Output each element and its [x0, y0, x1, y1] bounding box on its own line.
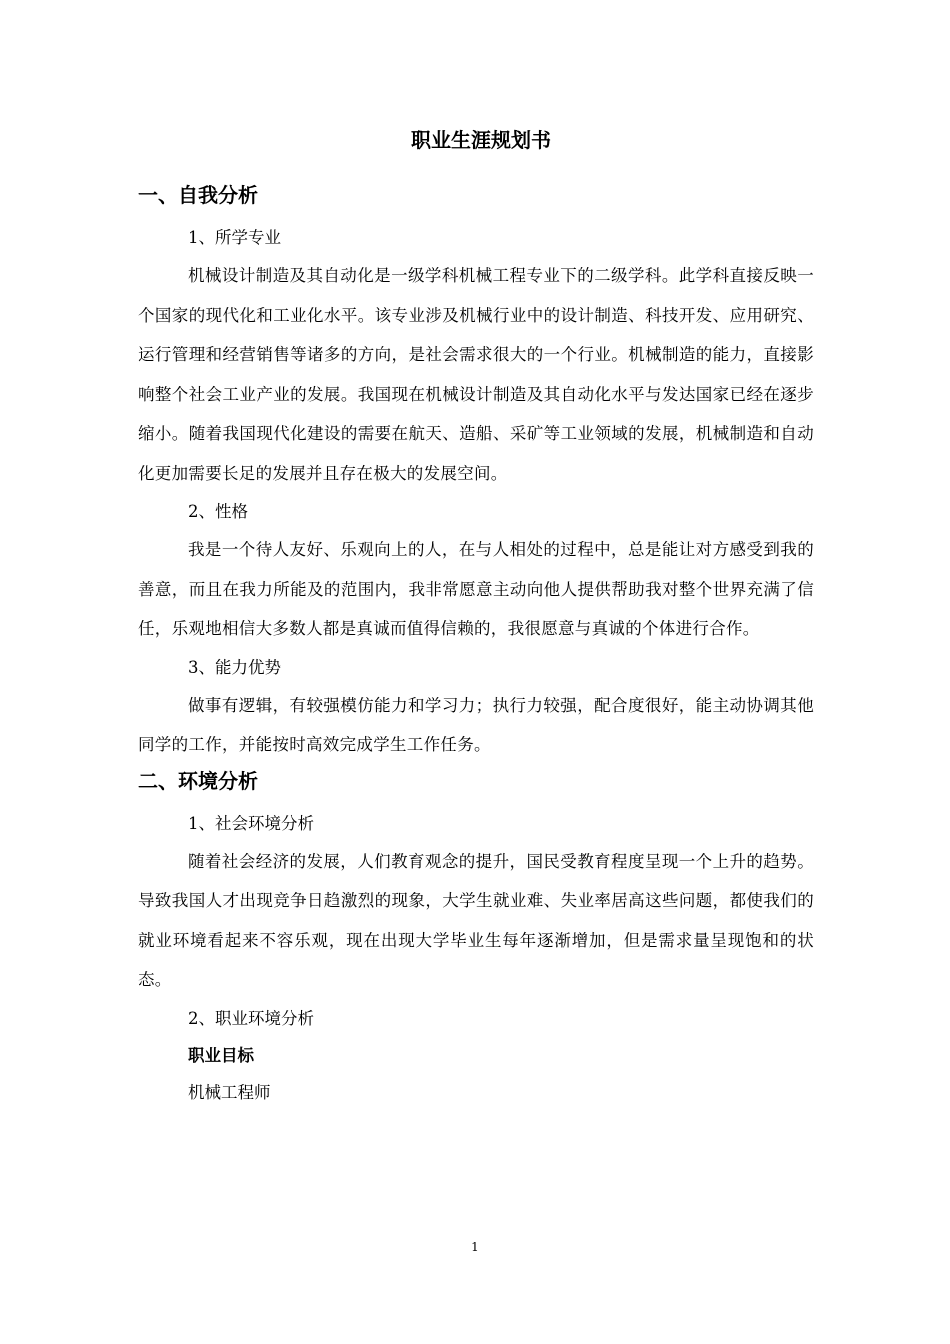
section-heading-self-analysis: 一、自我分析: [138, 183, 258, 207]
subheading-personality: 2、性格: [188, 502, 248, 521]
paragraph-strengths: 做事有逻辑，有较强模仿能力和学习力；执行力较强，配合度很好，能主动协调其他同学的工作，并能按时高效完成学生工作任务。: [138, 695, 814, 754]
paragraph-major: 机械设计制造及其自动化是一级学科机械工程专业下的二级学科。此学科直接反映一个国家的现代化和工业化水平。该专业涉及机械行业中的设计制造、科技开发、应用研究、运行管理和经营销售等诸多的方向，是社会需求很大的一个行业。机械制造的能力，直接影响整个社会工业产业的发展。我国现在机械设计制造及其自动化水平与发达国家已经在逐步缩小。随着我国现代化建设的需要在航天、造船、采矿等工业领域的发展，机械制造和自动化更加需要长足的发展并且存在极大的发展空间。: [138, 266, 814, 483]
career-goal-label: 职业目标: [188, 1045, 254, 1065]
subheading-social-environment: 1、社会环境分析: [188, 813, 314, 833]
document-title: 职业生涯规划书: [411, 128, 551, 152]
paragraph-social-environment: 随着社会经济的发展，人们教育观念的提升，国民受教育程度呈现一个上升的趋势。导致我国人才出现竞争日趋激烈的现象，大学生就业难、失业率居高这些问题，都使我们的就业环境看起来不容乐观，现在出现大学毕业生每年逐渐增加，但是需求量呈现饱和的状态。: [138, 851, 814, 989]
subheading-major: 1、所学专业: [188, 228, 281, 247]
career-goal-value: 机械工程师: [188, 1082, 271, 1102]
document-body: [138, 124, 814, 1111]
subheading-strengths: 3、能力优势: [188, 657, 281, 677]
subheading-career-environment: 2、职业环境分析: [188, 1008, 314, 1028]
page-number: 1: [471, 1240, 479, 1254]
paragraph-personality: 我是一个待人友好、乐观向上的人，在与人相处的过程中，总是能让对方感受到我的善意，而且在我力所能及的范围内，我非常愿意主动向他人提供帮助我对整个世界充满了信任，乐观地相信大多数人都是真诚而值得信赖的，我很愿意与真诚的个体进行合作。: [138, 540, 814, 638]
section-heading-environment-analysis: 二、环境分析: [138, 768, 258, 793]
